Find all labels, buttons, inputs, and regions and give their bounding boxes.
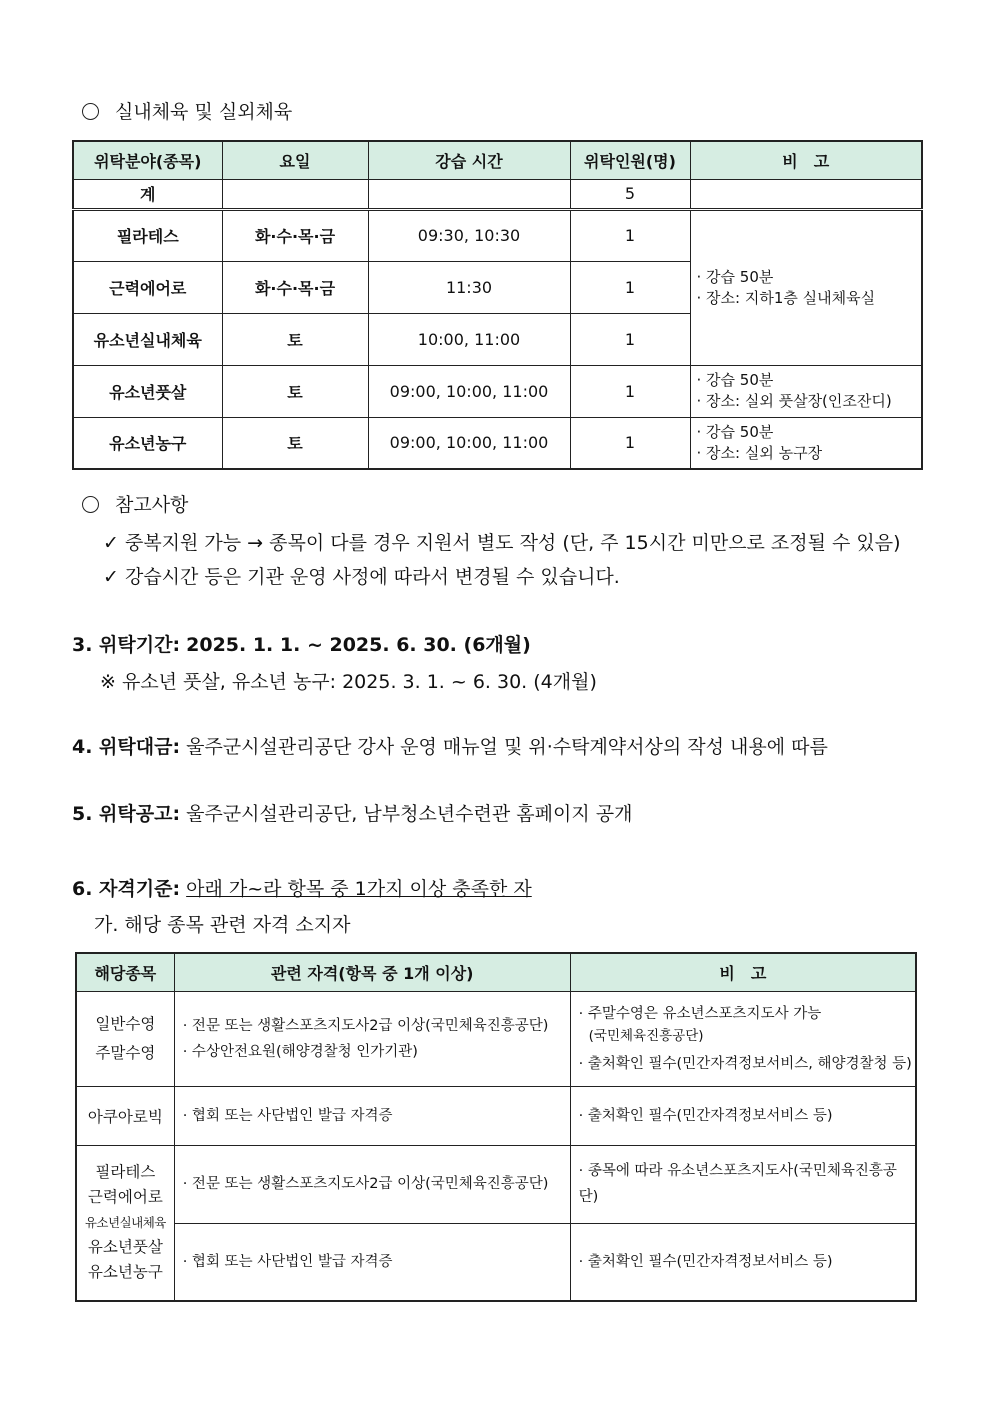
- row-sport: 필라테스: [73, 209, 222, 261]
- header-count: 위탁인원(명): [570, 141, 690, 179]
- row-time: 09:00, 10:00, 11:00: [368, 417, 570, 469]
- circle-bullet-icon: [82, 496, 99, 513]
- row-count: 1: [570, 313, 690, 365]
- table-row: [73, 417, 922, 469]
- total-row: [73, 179, 922, 209]
- header-qualification: 관련 자격(항목 중 1개 이상): [174, 953, 570, 991]
- section-3-sub: ※ 유소년 풋살, 유소년 농구: 2025. 3. 1. ~ 6. 30. (4개월): [100, 671, 597, 693]
- table-row: [76, 1086, 916, 1145]
- qualification-table: [75, 952, 917, 1302]
- header-days: 요일: [222, 141, 368, 179]
- section-6-label: 6. 자격기준:: [72, 878, 181, 900]
- header-time: 강습 시간: [368, 141, 570, 179]
- section-6-text: 아래 가~라 항목 중 1가지 이상 충족한 자: [186, 878, 532, 900]
- row-days: 토: [222, 417, 368, 469]
- row-time: 10:00, 11:00: [368, 313, 570, 365]
- row-days: 화·수·목·금: [222, 209, 368, 261]
- header-sport: 위탁분야(종목): [73, 141, 222, 179]
- section-6: [72, 874, 532, 901]
- fitness-qualification-2: · 협회 또는 사단법인 발급 자격증: [174, 1223, 570, 1301]
- row-note: · 강습 50분 · 장소: 실외 농구장: [690, 417, 922, 469]
- fitness-sports: 필라테스 근력에어로 유소년실내체육 유소년풋살 유소년농구: [76, 1145, 174, 1301]
- table-row: [76, 991, 916, 1086]
- table-row: [76, 1145, 916, 1223]
- row-days: 토: [222, 365, 368, 417]
- section-notes-heading: [82, 490, 188, 517]
- table-row: [76, 1223, 916, 1301]
- row-count: 1: [570, 417, 690, 469]
- swim-note: · 주말수영은 유소년스포츠지도사 가능 (국민체육진흥공단) · 출처확인 필수(민간자격정보서비스, 해양경찰청 등): [570, 991, 916, 1086]
- section-4-text: 울주군시설관리공단 강사 운영 매뉴얼 및 위·수탁계약서상의 작성 내용에 따름: [186, 736, 828, 758]
- aqua-sport: 아쿠아로빅: [76, 1086, 174, 1145]
- table-row: [73, 365, 922, 417]
- fitness-note-1: · 종목에 따라 유소년스포츠지도사(국민체육진흥공단): [570, 1145, 916, 1223]
- row-time: 09:00, 10:00, 11:00: [368, 365, 570, 417]
- schedule-header-row: [73, 141, 922, 179]
- circle-bullet-icon: [82, 103, 99, 120]
- check-item-2: ✓ 강습시간 등은 기관 운영 사정에 따라서 변경될 수 있습니다.: [103, 566, 620, 588]
- schedule-table: [72, 140, 923, 470]
- row-note: · 강습 50분 · 장소: 실외 풋살장(인조잔디): [690, 365, 922, 417]
- section-3-label: 3. 위탁기간:: [72, 634, 181, 656]
- fitness-note-2: · 출처확인 필수(민간자격정보서비스 등): [570, 1223, 916, 1301]
- row-sport: 근력에어로: [73, 261, 222, 313]
- row-sport: 유소년풋살: [73, 365, 222, 417]
- header-note: 비 고: [690, 141, 922, 179]
- swim-sport: 일반수영 주말수영: [76, 991, 174, 1086]
- section-6-sub: 가. 해당 종목 관련 자격 소지자: [94, 914, 351, 936]
- section-4-label: 4. 위탁대금:: [72, 736, 181, 758]
- section-indoor-heading: [82, 97, 292, 124]
- fitness-qualification-1: · 전문 또는 생활스포츠지도사2급 이상(국민체육진흥공단): [174, 1145, 570, 1223]
- check-item-1: ✓ 중복지원 가능 → 종목이 다를 경우 지원서 별도 작성 (단, 주 15시간 미만으로 조정될 수 있음): [103, 532, 901, 554]
- section-5-label: 5. 위탁공고:: [72, 803, 181, 825]
- section-notes-title: 참고사항: [115, 494, 189, 516]
- section-5: [72, 799, 632, 826]
- table-row: [73, 209, 922, 261]
- section-indoor-title: 실내체육 및 실외체육: [115, 101, 293, 123]
- header-sport: 해당종목: [76, 953, 174, 991]
- qual-header-row: [76, 953, 916, 991]
- section-3: [72, 630, 531, 657]
- row-note: · 강습 50분 · 장소: 지하1층 실내체육실: [690, 209, 922, 365]
- header-note: 비 고: [570, 953, 916, 991]
- section-4: [72, 732, 828, 759]
- row-time: 09:30, 10:30: [368, 209, 570, 261]
- section-5-text: 울주군시설관리공단, 남부청소년수련관 홈페이지 공개: [186, 803, 633, 825]
- total-label: 계: [73, 179, 222, 209]
- row-days: 화·수·목·금: [222, 261, 368, 313]
- total-count: 5: [570, 179, 690, 209]
- row-count: 1: [570, 261, 690, 313]
- row-time: 11:30: [368, 261, 570, 313]
- row-count: 1: [570, 365, 690, 417]
- aqua-qualification: · 협회 또는 사단법인 발급 자격증: [174, 1086, 570, 1145]
- row-sport: 유소년실내체육: [73, 313, 222, 365]
- aqua-note: · 출처확인 필수(민간자격정보서비스 등): [570, 1086, 916, 1145]
- row-count: 1: [570, 209, 690, 261]
- section-3-text: 2025. 1. 1. ~ 2025. 6. 30. (6개월): [186, 634, 531, 656]
- swim-qualification: · 전문 또는 생활스포츠지도사2급 이상(국민체육진흥공단) · 수상안전요원(해양경찰청 인가기관): [174, 991, 570, 1086]
- row-days: 토: [222, 313, 368, 365]
- row-sport: 유소년농구: [73, 417, 222, 469]
